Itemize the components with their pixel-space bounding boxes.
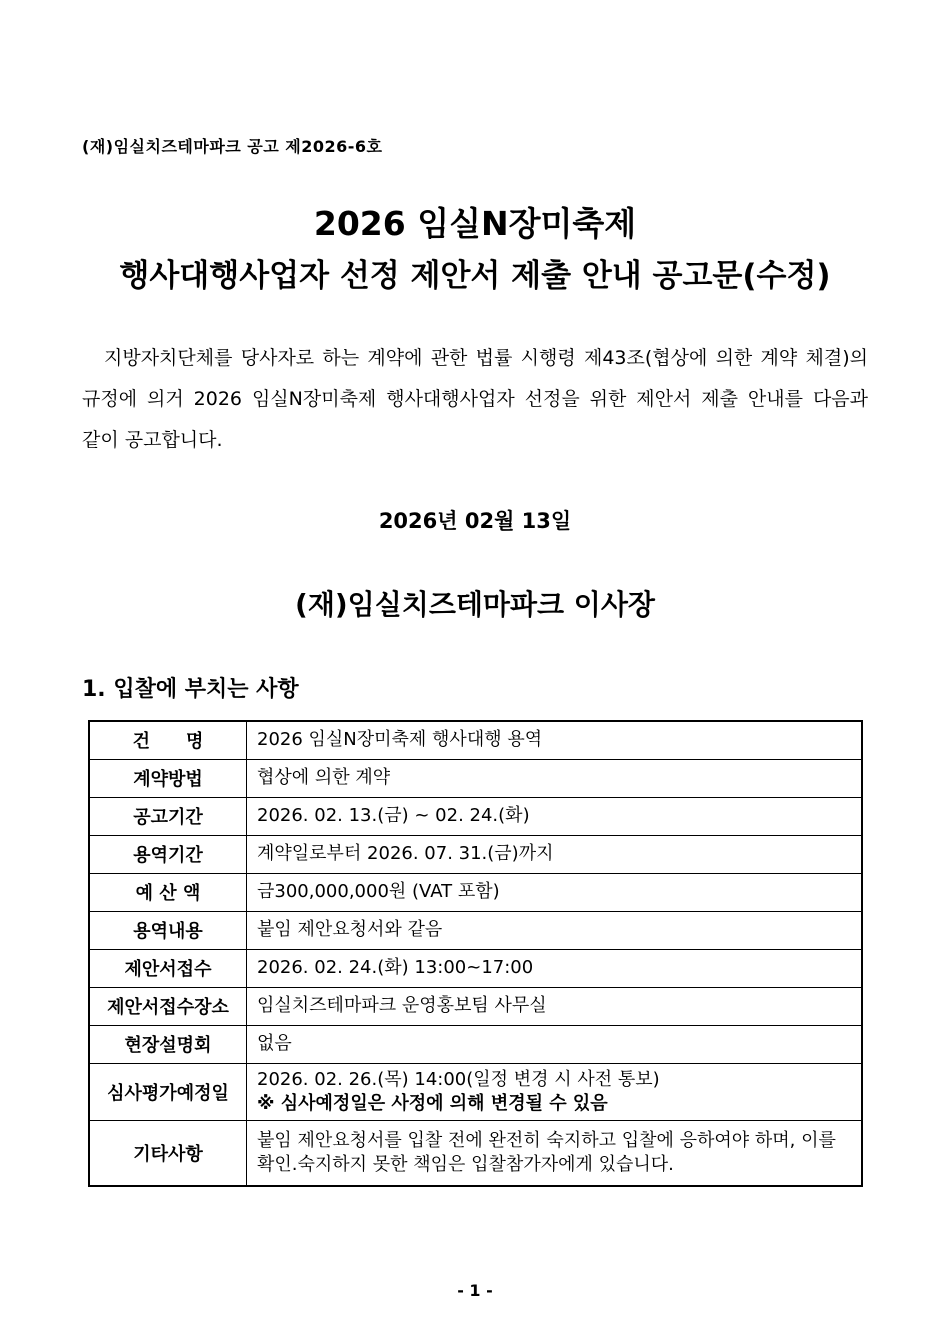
row-label: 건 명 [89, 721, 247, 759]
page-number: - 1 - [457, 1281, 493, 1300]
row-value: 붙임 제안요청서를 입찰 전에 완전히 숙지하고 입찰에 응하여야 하며, 이를 확인.숙지하지 못한 책임은 입찰참가자에게 있습니다. [247, 1120, 863, 1186]
row-note: ※ 심사예정일은 사정에 의해 변경될 수 있음 [257, 1092, 608, 1114]
section-heading: 1. 입찰에 부치는 사항 [82, 677, 299, 702]
row-value: 금300,000,000원 (VAT 포함) [247, 873, 863, 911]
table-row [89, 1025, 862, 1063]
document-title-line1: 2026 임실N장미축제 [313, 204, 637, 243]
row-label: 제안서접수 [89, 949, 247, 987]
row-value: 협상에 의한 계약 [247, 759, 863, 797]
document-title-line2: 행사대행사업자 선정 제안서 제출 안내 공고문(수정) [119, 258, 831, 294]
table-row [89, 1063, 862, 1120]
table-row [89, 759, 862, 797]
table-row [89, 797, 862, 835]
row-label: 제안서접수장소 [89, 987, 247, 1025]
row-label: 기타사항 [89, 1120, 247, 1186]
row-value: 없음 [247, 1025, 863, 1063]
bid-info-table [88, 720, 863, 1187]
announcement-date: 2026년 02월 13일 [378, 509, 572, 533]
table-row [89, 835, 862, 873]
row-value: 2026. 02. 24.(화) 13:00~17:00 [247, 949, 863, 987]
table-row [89, 721, 862, 759]
table-row [89, 987, 862, 1025]
table-row [89, 911, 862, 949]
notice-number: (재)임실치즈테마파크 공고 제2026-6호 [82, 137, 383, 156]
row-value-cell [247, 1063, 863, 1120]
row-label: 심사평가예정일 [89, 1063, 247, 1120]
row-label: 예 산 액 [89, 873, 247, 911]
row-value: 2026 임실N장미축제 행사대행 용역 [247, 721, 863, 759]
table-row [89, 873, 862, 911]
row-label: 현장설명회 [89, 1025, 247, 1063]
row-value: 2026. 02. 26.(목) 14:00(일정 변경 시 사전 통보) [257, 1068, 660, 1090]
table-row [89, 1120, 862, 1186]
row-label: 용역기간 [89, 835, 247, 873]
table-row [89, 949, 862, 987]
issuer-name: (재)임실치즈테마파크 이사장 [295, 588, 655, 621]
row-value: 2026. 02. 13.(금) ~ 02. 24.(화) [247, 797, 863, 835]
row-label: 용역내용 [89, 911, 247, 949]
row-value: 붙임 제안요청서와 같음 [247, 911, 863, 949]
row-value: 계약일로부터 2026. 07. 31.(금)까지 [247, 835, 863, 873]
row-value: 임실치즈테마파크 운영홍보팀 사무실 [247, 987, 863, 1025]
row-label: 계약방법 [89, 759, 247, 797]
row-label: 공고기간 [89, 797, 247, 835]
intro-paragraph: 지방자치단체를 당사자로 하는 계약에 관한 법률 시행령 제43조(협상에 의한 계약 체결)의 규정에 의거 2026 임실N장미축제 행사대행사업자 선정을 위한 제안서 제출 안내를 다음과 같이 공고합니다. [82, 347, 868, 451]
